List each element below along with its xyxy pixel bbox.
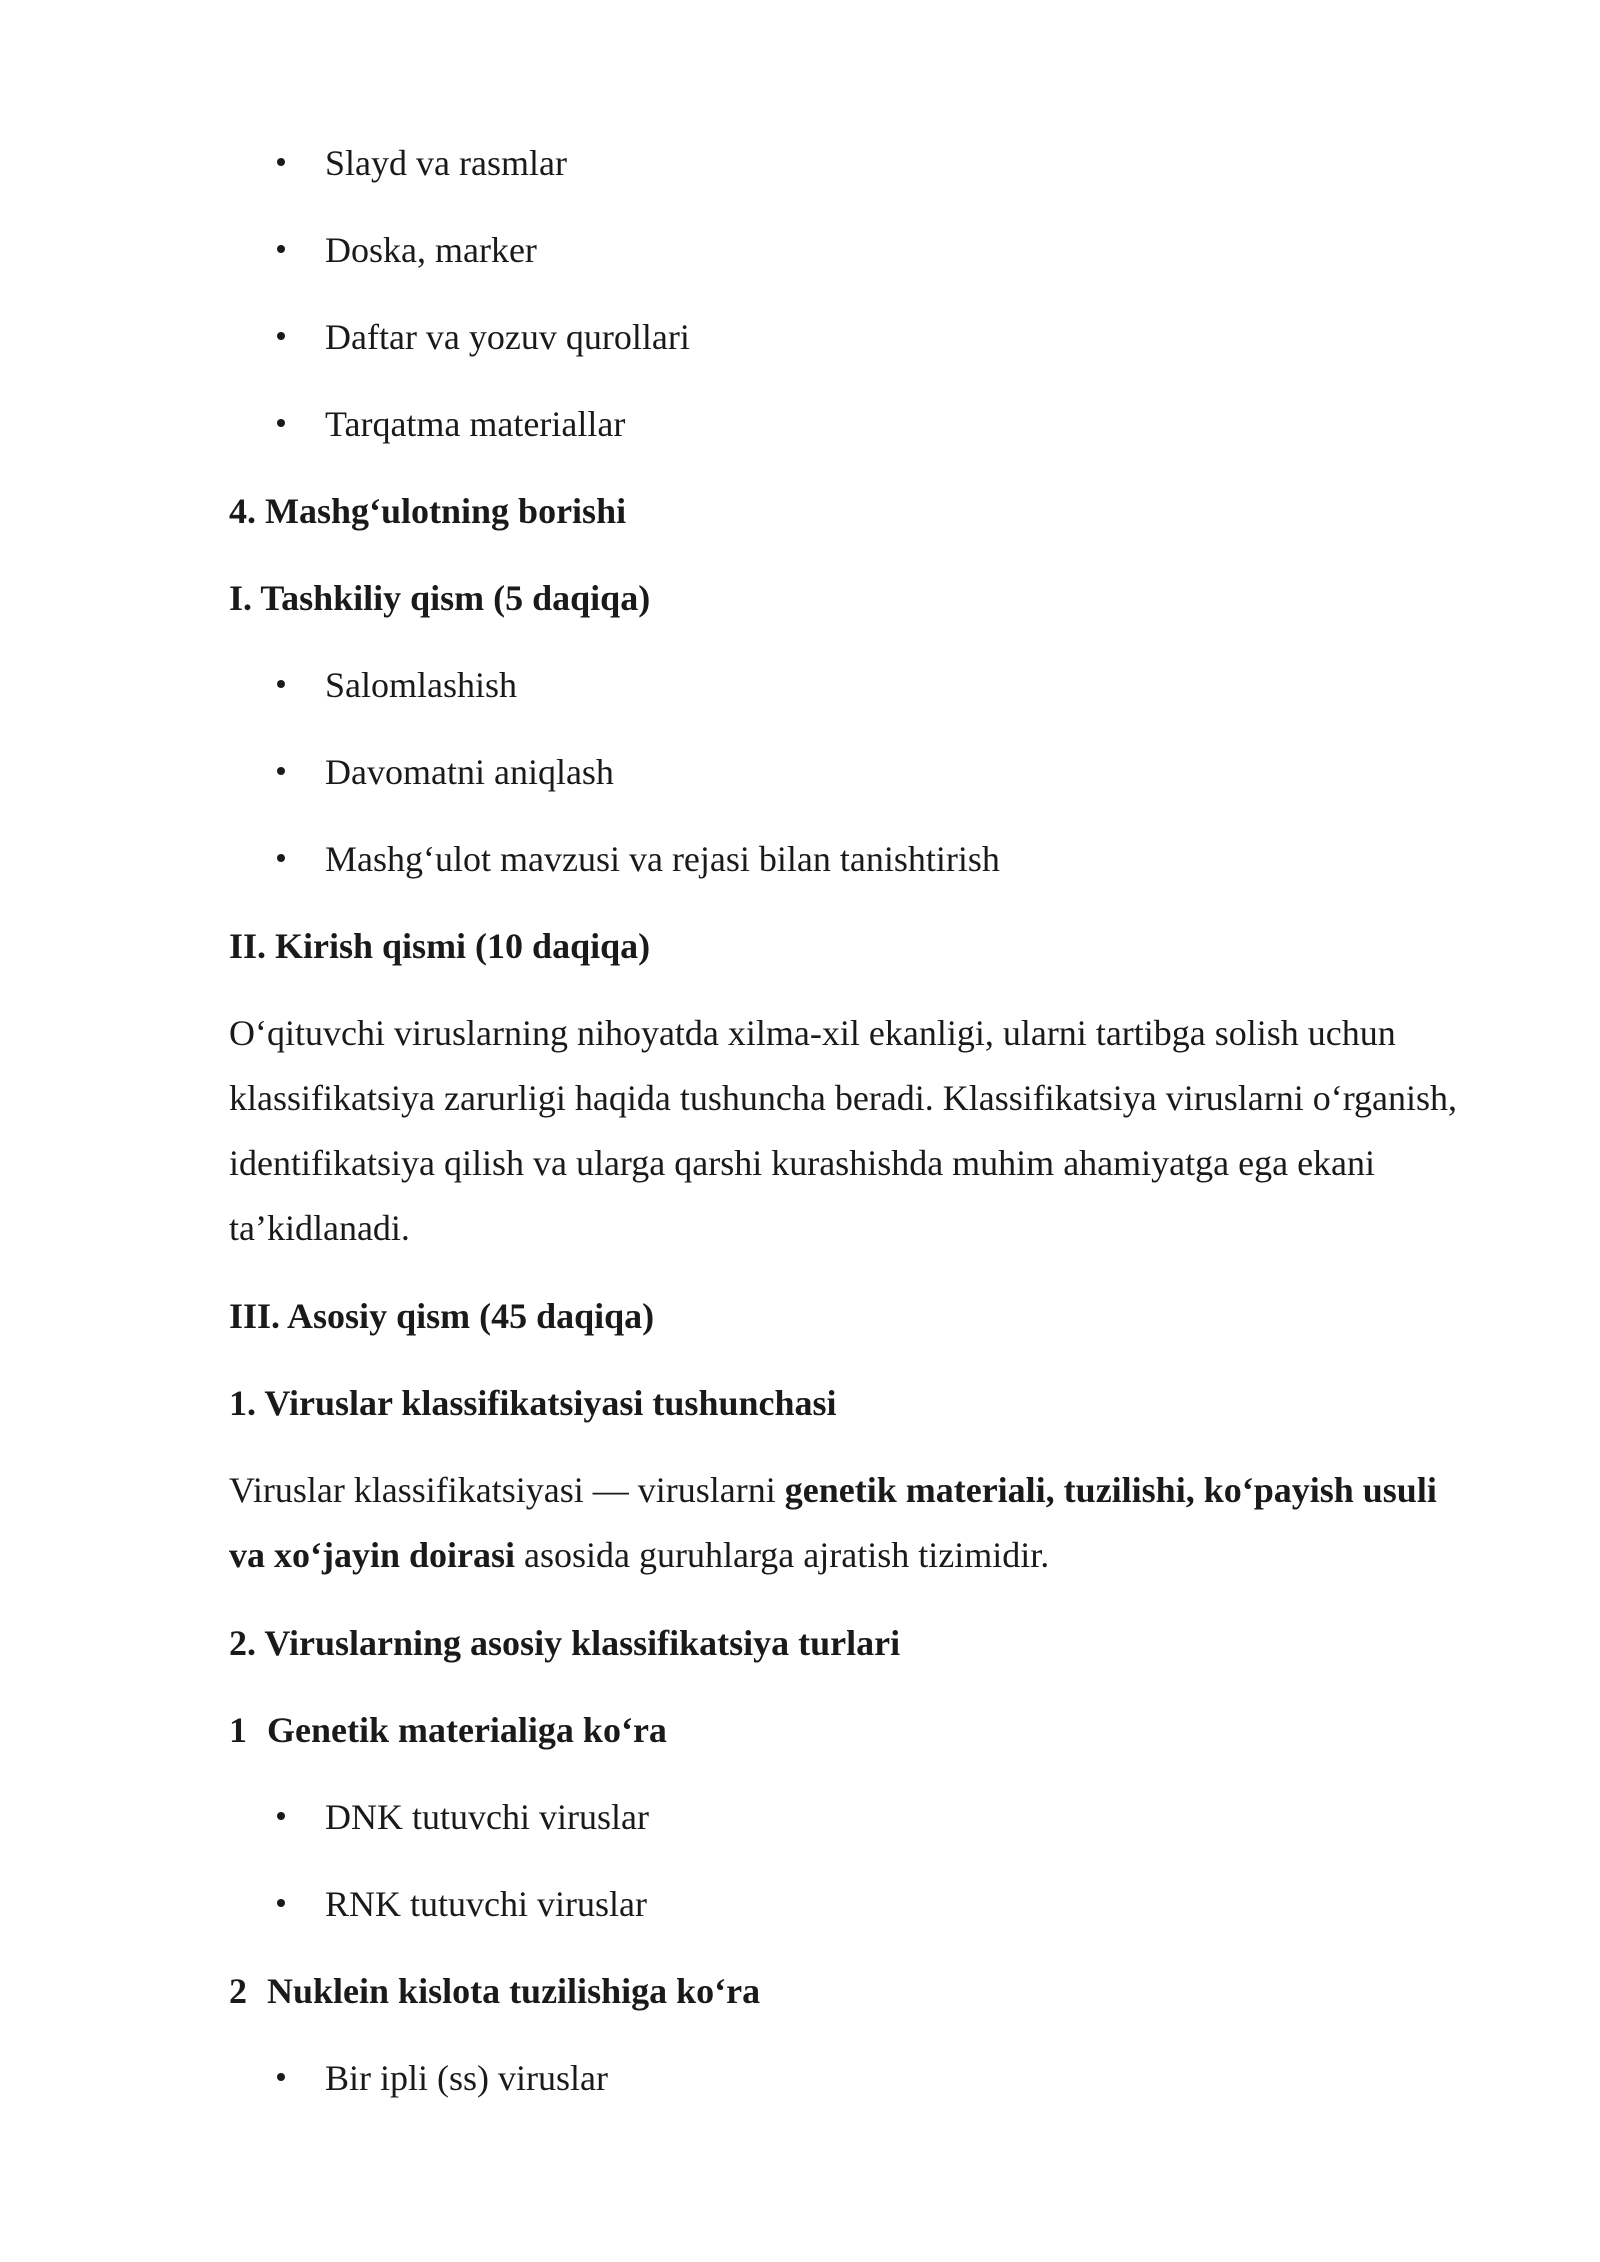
equipment-list — [229, 140, 1459, 447]
type2-label: Nuklein kislota tuzilishiga ko‘ra — [267, 1971, 761, 2011]
bullet-icon — [277, 767, 285, 775]
type1-list — [229, 1794, 1459, 1927]
document-page — [229, 140, 1459, 2142]
part2-paragraph: O‘qituvchi viruslarning nihoyatda xilma-xil ekanligi, ularni tartibga solish uchun klassifikatsiya zarurligi haqida tushuncha beradi. Klassifikatsiya viruslarni o‘rganish, identifikatsiya qilish va ularga qarshi kurashishda muhim ahamiyatga ega ekani ta’kidlanadi. — [229, 1013, 1458, 1248]
list-item: Mashg‘ulot mavzusi va rejasi bilan tanishtirish — [229, 836, 1459, 882]
bullet-icon — [277, 854, 285, 862]
sub2-heading: 2. Viruslarning asosiy klassifikatsiya turlari — [229, 1623, 901, 1663]
sub1-text-after: asosida guruhlarga ajratish tizimidir. — [515, 1535, 1050, 1575]
part2-heading: II. Kirish qismi (10 daqiqa) — [229, 926, 651, 966]
type1-number: 1 — [229, 1710, 247, 1750]
section-heading: 4. Mashg‘ulotning borishi — [229, 491, 627, 531]
list-item: Tarqatma materiallar — [229, 401, 1459, 447]
list-item: Doska, marker — [229, 227, 1459, 273]
bullet-icon — [277, 332, 285, 340]
bullet-icon — [277, 1812, 285, 1820]
list-item: Slayd va rasmlar — [229, 140, 1459, 186]
list-item: Davomatni aniqlash — [229, 749, 1459, 795]
part3-heading: III. Asosiy qism (45 daqiqa) — [229, 1296, 655, 1336]
type1-label: Genetik materialiga ko‘ra — [267, 1710, 667, 1750]
list-item: RNK tutuvchi viruslar — [229, 1881, 1459, 1927]
bullet-icon — [277, 1899, 285, 1907]
sub1-paragraph — [229, 1458, 1459, 1588]
part1-list — [229, 662, 1459, 882]
list-item: Bir ipli (ss) viruslar — [229, 2055, 1459, 2101]
type1-heading — [229, 1707, 1459, 1753]
bullet-icon — [277, 680, 285, 688]
type2-list — [229, 2055, 1459, 2101]
bullet-icon — [277, 2073, 285, 2081]
sub1-text-before: Viruslar klassifikatsiyasi — viruslarni — [229, 1470, 785, 1510]
list-item: Salomlashish — [229, 662, 1459, 708]
bullet-icon — [277, 419, 285, 427]
type2-heading — [229, 1968, 1459, 2014]
list-item: Daftar va yozuv qurollari — [229, 314, 1459, 360]
sub1-heading: 1. Viruslar klassifikatsiyasi tushunchasi — [229, 1383, 837, 1423]
bullet-icon — [277, 158, 285, 166]
list-item: DNK tutuvchi viruslar — [229, 1794, 1459, 1840]
type2-number: 2 — [229, 1971, 247, 2011]
part1-heading: I. Tashkiliy qism (5 daqiqa) — [229, 578, 651, 618]
sub1-text-bold: genetik materiali, tuzilishi, ko‘payish usuli va xo‘jayin doirasi — [229, 1470, 1437, 1575]
bullet-icon — [277, 245, 285, 253]
